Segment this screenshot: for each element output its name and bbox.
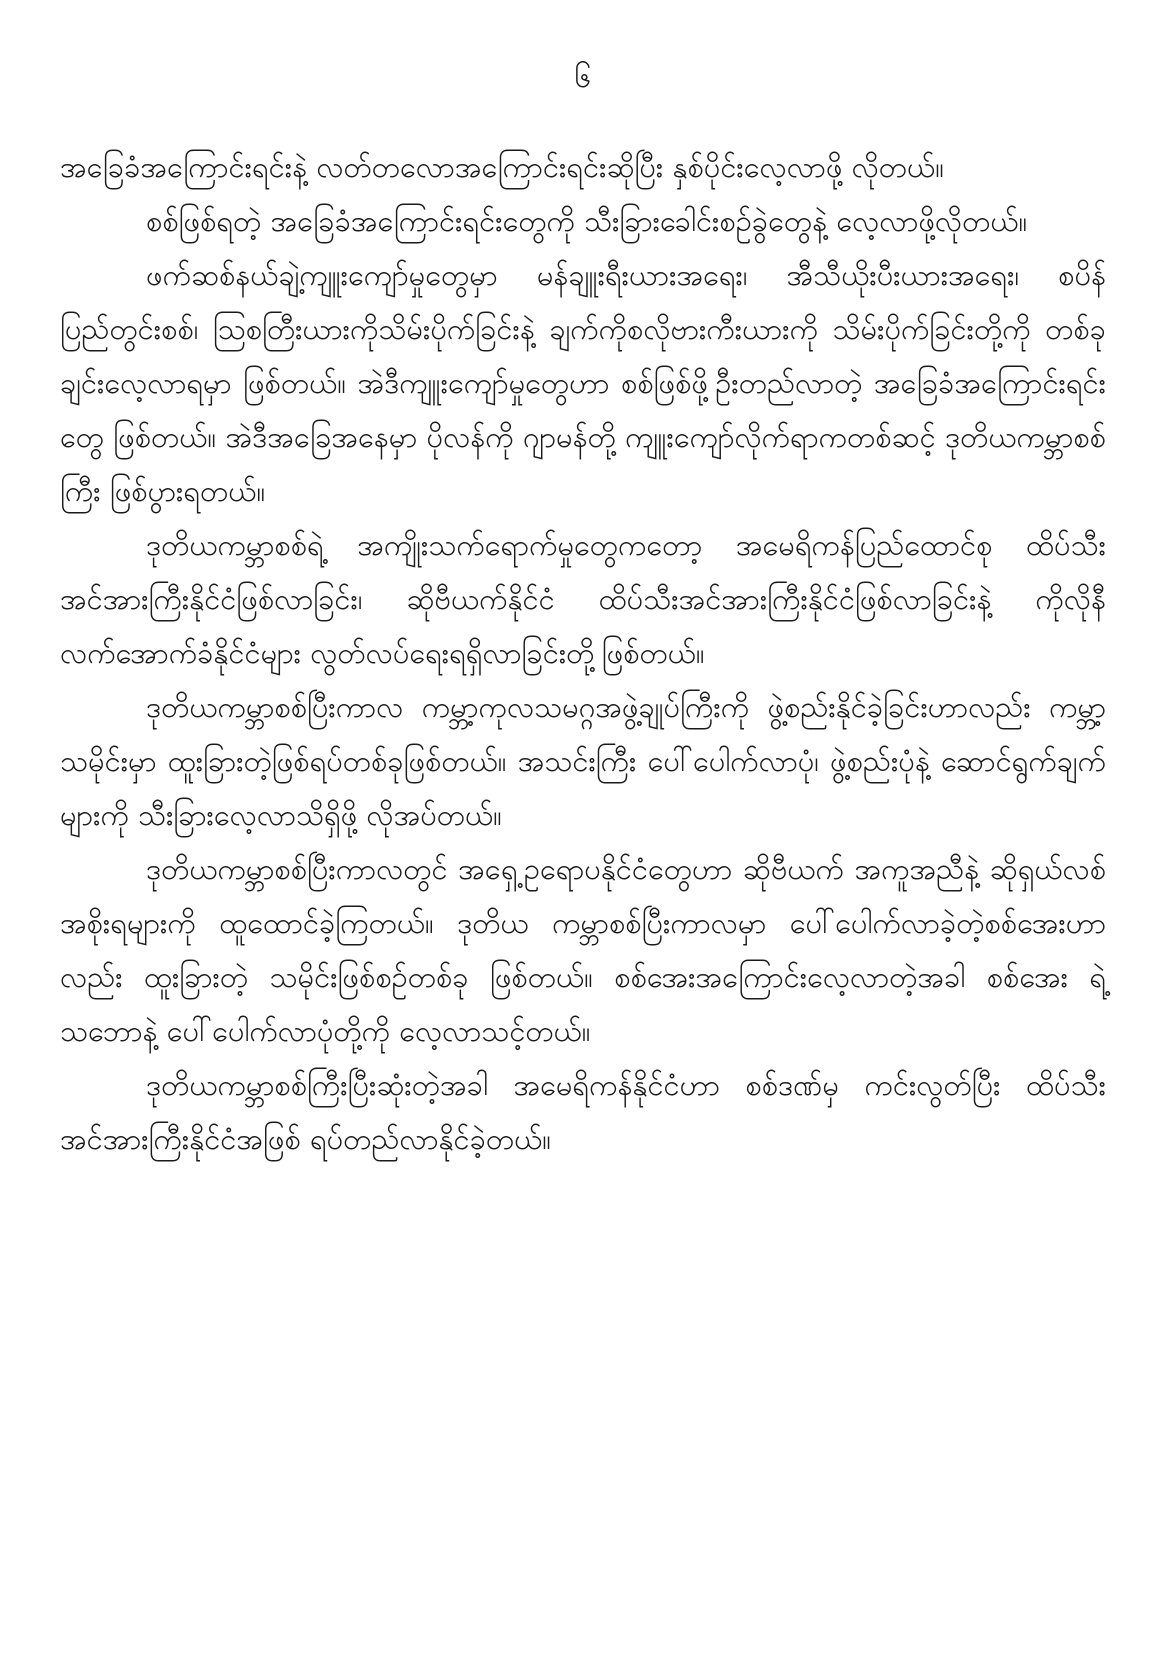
- body-text: [60, 140, 1106, 1166]
- paragraph-3: ဖက်ဆစ်နယ်ချဲ့ကျူးကျော်မှုတွေမှာ မန်ချူးရီးယားအရေး၊ အီသီယိုးပီးယားအရေး၊ စပိန်ပြည်တွင်းစစ်၊ ဩစတြီးယားကိုသိမ်းပိုက်ခြင်းနဲ့ ချက်ကိုစလိုဗားကီးယားကို သိမ်းပိုက်ခြင်းတို့ကို တစ်ခုချင်းလေ့လာရမှာ ဖြစ်တယ်။ အဲဒီကျူးကျော်မှုတွေဟာ စစ်ဖြစ်ဖို့ဦးတည်လာတဲ့ အခြေခံအကြောင်းရင်းတွေ ဖြစ်တယ်။ အဲဒီအခြေအနေမှာ ပိုလန်ကို ဂျာမန်တို့ ကျူးကျော်လိုက်ရာကတစ်ဆင့် ဒုတိယကမ္ဘာစစ်ကြီး ဖြစ်ပွားရတယ်။: [60, 258, 1106, 508]
- paragraph-2: စစ်ဖြစ်ရတဲ့ အခြေခံအကြောင်းရင်းတွေကို သီးခြားခေါင်းစဉ်ခွဲတွေနဲ့ လေ့လာဖို့လိုတယ်။: [146, 204, 1028, 238]
- paragraph-4: ဒုတိယကမ္ဘာစစ်ရဲ့ အကျိုးသက်ရောက်မှုတွေကတော့ အမေရိကန်ပြည်ထောင်စု ထိပ်သီးအင်အားကြီးနိုင်ငံဖြစ်လာခြင်း၊ ဆိုဗီယက်နိုင်ငံ ထိပ်သီးအင်အားကြီးနိုင်ငံဖြစ်လာခြင်းနဲ့ ကိုလိုနီလက်အောက်ခံနိုင်ငံများ လွတ်လပ်ရေးရရှိလာခြင်းတို့ဖြစ်တယ်။: [60, 528, 1106, 670]
- page-number: ၆: [574, 60, 592, 95]
- paragraph-1: အခြေခံအကြောင်းရင်းနဲ့ လတ်တလောအကြောင်းရင်းဆိုပြီး နှစ်ပိုင်းလေ့လာဖို့ လိုတယ်။: [60, 150, 944, 184]
- paragraph-6: ဒုတိယကမ္ဘာစစ်ပြီးကာလတွင် အရှေ့ဥရောပနိုင်ငံတွေဟာ ဆိုဗီယက် အကူအညီနဲ့ ဆိုရှယ်လစ်အစိုးရများကို ထူထောင်ခဲ့ကြတယ်။ ဒုတိယ ကမ္ဘာစစ်ပြီးကာလမှာ ပေါ်ပေါက်လာခဲ့တဲ့စစ်အေးဟာလည်း ထူးခြားတဲ့ သမိုင်းဖြစ်စဉ်တစ်ခု ဖြစ်တယ်။ စစ်အေးအကြောင်းလေ့လာတဲ့အခါ စစ်အေး ရဲ့သဘောနဲ့ ပေါ်ပေါက်လာပုံတို့ကို လေ့လာသင့်တယ်။: [60, 852, 1106, 1048]
- paragraph-5: ဒုတိယကမ္ဘာစစ်ပြီးကာလ ကမ္ဘာ့ကုလသမဂ္ဂအဖွဲ့ချုပ်ကြီးကို ဖွဲ့စည်းနိုင်ခဲ့ခြင်းဟာလည်း ကမ္ဘာ့သမိုင်းမှာ ထူးခြားတဲ့ဖြစ်ရပ်တစ်ခုဖြစ်တယ်။ အသင်းကြီး ပေါ်ပေါက်လာပုံ၊ ဖွဲ့စည်းပုံနဲ့ ဆောင်ရွက်ချက်များကို သီးခြားလေ့လာသိရှိဖို့ လိုအပ်တယ်။: [60, 690, 1106, 832]
- paragraph-7: ဒုတိယကမ္ဘာစစ်ကြီးပြီးဆုံးတဲ့အခါ အမေရိကန်နိုင်ငံဟာ စစ်ဒဏ်မှ ကင်းလွတ်ပြီး ထိပ်သီးအင်အားကြီးနိုင်ငံအဖြစ် ရပ်တည်လာနိုင်ခဲ့တယ်။: [60, 1068, 1106, 1156]
